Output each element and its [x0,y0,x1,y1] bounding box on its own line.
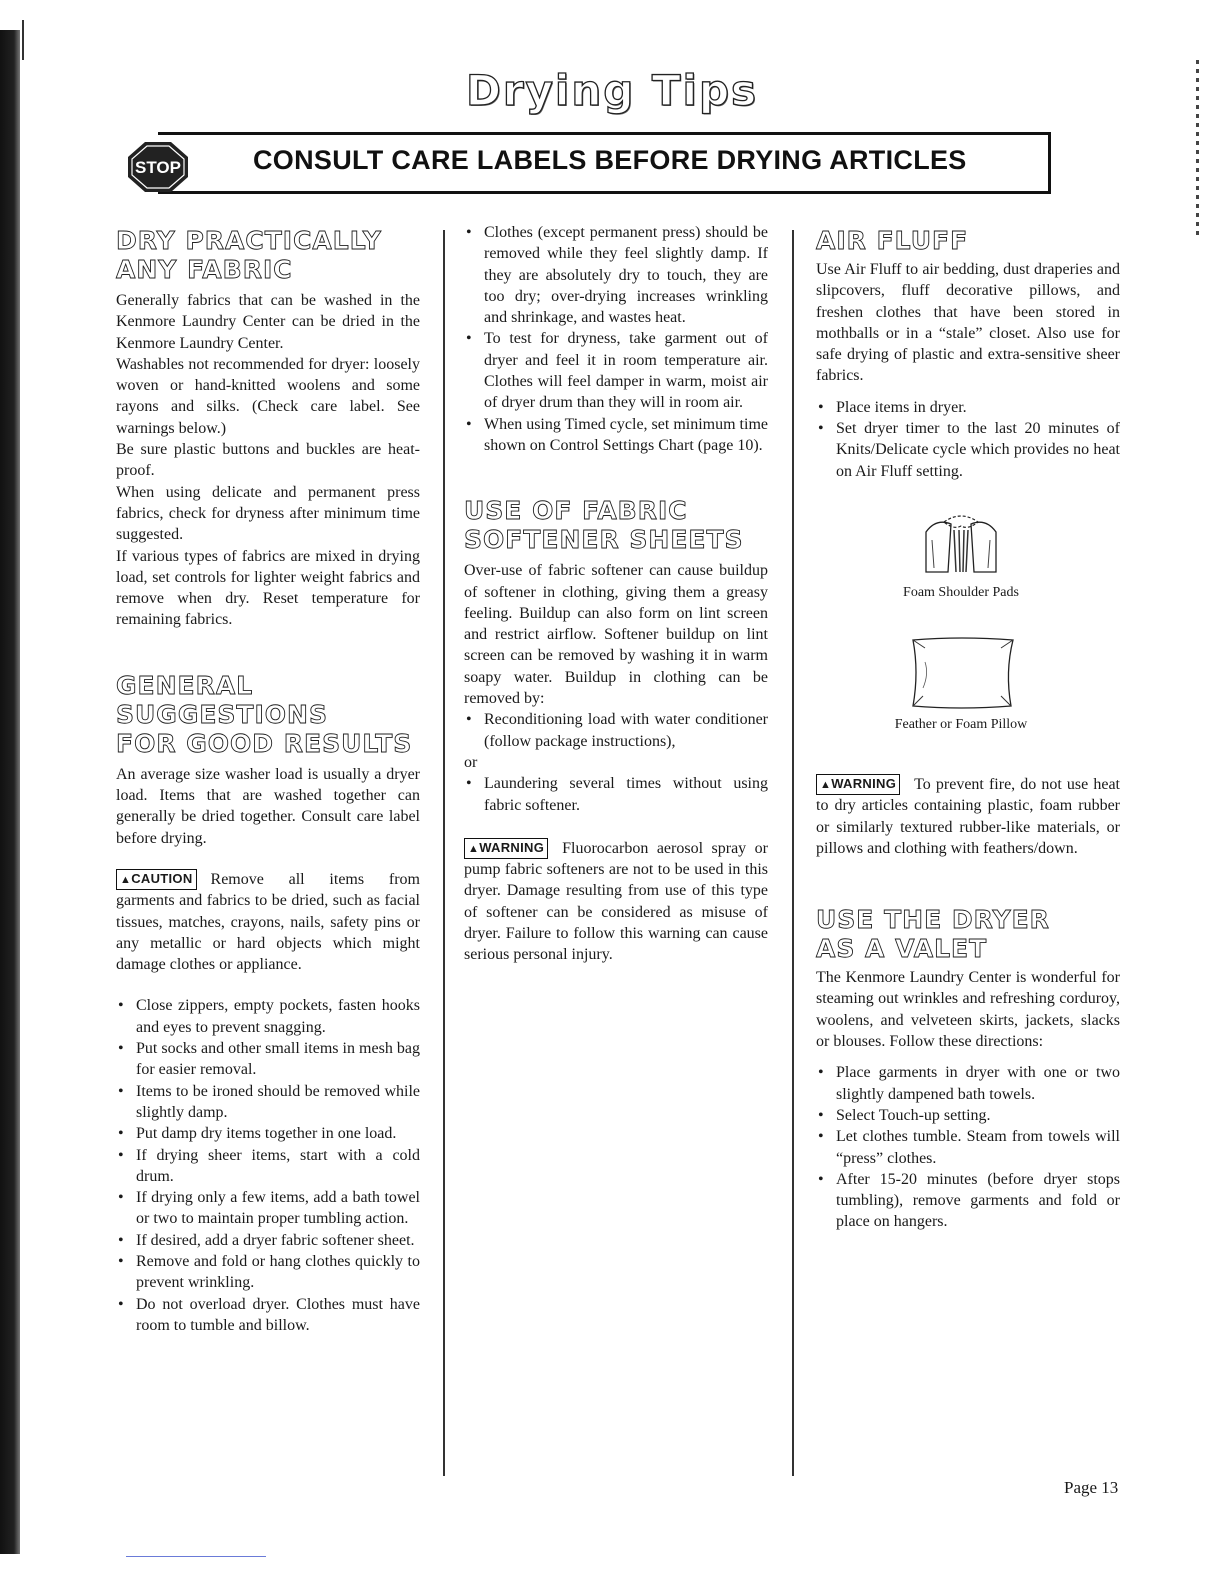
warning-notice: ▲WARNING Fluorocarbon aerosol spray or pump fabric softeners are not to be used in this dryer. Damage resulting from use of this type of softener can be considered as misuse of dryer. Failure to follow this warning can cause serious personal injury. [464,839,768,964]
paragraph: Washables not recommended for dryer: loosely woven or hand-knitted woolens and some rayons and silks. (Check care label. See warnings below.) [116,355,420,437]
warning-badge: ▲WARNING [464,838,548,859]
list-item: • Clothes (except permanent press) should be removed while they feel slightly damp. If they are absolutely dry to touch, they are too dry; over-drying increases wrinkling and shrinkage, and wastes heat. [464,222,768,328]
paragraph: An average size washer load is usually a dryer load. Items that are washed together can generally be dried together. Consult care label before drying. [116,765,420,847]
bottom-rule [126,1556,266,1557]
list-item: • Put socks and other small items in mesh bag for easier removal. [116,1038,420,1081]
column-1 [116,226,420,1336]
air-fluff-list [816,397,1120,482]
binding-edge [0,30,20,1554]
heading-air-fluff: AIR FLUFF [816,226,969,255]
list-item: • Place items in dryer. [816,397,1120,418]
list-item: • Remove and fold or hang clothes quickly to prevent wrinkling. [116,1251,420,1294]
list-item: • Select Touch-up setting. [816,1105,1120,1126]
heading-dry-practically: DRY PRACTICALLY ANY FABRIC [116,226,382,284]
paragraph: Over-use of fabric softener can cause buildup of softener in clothing, giving them a greasy feeling. Buildup can also form on lint screen and restrict airflow. Softener buildup on lint screen can be removed by washing it in warm soapy water. Buildup in clothing can be removed by: [464,562,768,708]
list-item: • To test for dryness, take garment out of dryer and feel it in room temperature air. Clothes will feel damper in warm, moist air of dryer drum than they will in room air. [464,328,768,413]
list-item: • Reconditioning load with water conditioner (follow package instructions), [464,709,768,752]
heading-fabric-softener: USE OF FABRIC SOFTENER SHEETS [464,496,744,555]
suggestion-list [116,995,420,1336]
stop-sign-label: STOP [135,158,181,177]
illustration-caption: Foam Shoulder Pads [903,585,1019,600]
list-item: • Do not overload dryer. Clothes must have room to tumble and billow. [116,1294,420,1337]
buildup-list [464,773,768,816]
list-item: • Place garments in dryer with one or two slightly dampened bath towels. [816,1062,1120,1105]
buildup-list [464,709,768,752]
binding-mark [22,20,54,60]
pillow-illustration [866,634,1056,733]
warning-badge: ▲WARNING [816,774,900,795]
page-title: Drying Tips [465,66,759,115]
column-2 [464,222,768,966]
paragraph: When using delicate and permanent press fabrics, check for dryness after minimum time suggested. [116,483,420,544]
paragraph: Be sure plastic buttons and buckles are heat-proof. [116,441,420,480]
illustration-caption: Feather or Foam Pillow [894,717,1028,732]
paragraph: Generally fabrics that can be washed in the Kenmore Laundry Center can be dried in the Kenmore Laundry Center. [116,292,420,352]
list-item: • Items to be ironed should be removed while slightly damp. [116,1081,420,1124]
heading-dryer-valet: USE THE DRYER AS A VALET [816,905,1050,964]
paragraph: Use Air Fluff to air bedding, dust draperies and slipcovers, fluff decorative pillows, and freshen clothes that have been stored in mothballs or in a “stale” closet. Also use for safe drying of plastic and extra-sensitive sheer fabrics. [816,261,1120,385]
warning-notice: ▲WARNING To prevent fire, do not use heat to dry articles containing plastic, foam rubber or similarly textured rubber-like materials, or pillows and clothing with feathers/down. [816,776,1120,857]
or-text: or [464,753,478,771]
list-item: • If drying only a few items, add a bath towel or two to maintain proper tumbling action. [116,1187,420,1230]
caution-badge: ▲CAUTION [116,869,197,890]
list-item: • Put damp dry items together in one load. [116,1123,420,1144]
list-item: • Let clothes tumble. Steam from towels will “press” clothes. [816,1126,1120,1169]
shoulder-pads-illustration [876,510,1046,601]
list-item: • Set dryer timer to the last 20 minutes of Knits/Delicate cycle which provides no heat on Air Fluff setting. [816,418,1120,482]
column-divider [443,230,445,1476]
list-item: • Laundering several times without using fabric softener. [464,773,768,816]
valet-list [816,1062,1120,1232]
list-item: • If desired, add a dryer fabric softener sheet. [116,1230,420,1251]
list-item: • If drying sheer items, start with a cold drum. [116,1145,420,1188]
shoulder-pads-icon [906,510,1016,580]
heading-general-suggestions: GENERAL SUGGESTIONS FOR GOOD RESULTS [116,670,413,758]
column-divider [792,230,794,1476]
list-item: • When using Timed cycle, set minimum time shown on Control Settings Chart (page 10). [464,414,768,457]
stop-sign-icon [126,140,190,194]
care-label-banner [158,132,1051,194]
list-item: • After 15-20 minutes (before dryer stops tumbling), remove garments and fold or place on hangers. [816,1169,1120,1233]
paragraph: The Kenmore Laundry Center is wonderful for steaming out wrinkles and refreshing corduroy, woolens, and velveteen skirts, jackets, slacks or blouses. Follow these directions: [816,969,1120,1051]
page-number: Page 13 [1064,1478,1119,1497]
dryness-list [464,222,768,456]
column-3 [816,226,1120,482]
column-3-lower [816,774,1120,1233]
caution-notice: ▲CAUTION Remove all items from garments and fabrics to be dried, such as facial tissues, matches, crayons, nails, safety pins or any metallic or hard objects which might damage clothes or appliance. [116,870,420,974]
banner-text: CONSULT CARE LABELS BEFORE DRYING ARTICLES [253,145,967,175]
pillow-icon [901,634,1021,712]
list-item: • Close zippers, empty pockets, fasten hooks and eyes to prevent snagging. [116,995,420,1038]
paragraph: If various types of fabrics are mixed in drying load, set controls for lighter weight fabrics and remove when dry. Reset temperature for remaining fabrics. [116,547,420,629]
